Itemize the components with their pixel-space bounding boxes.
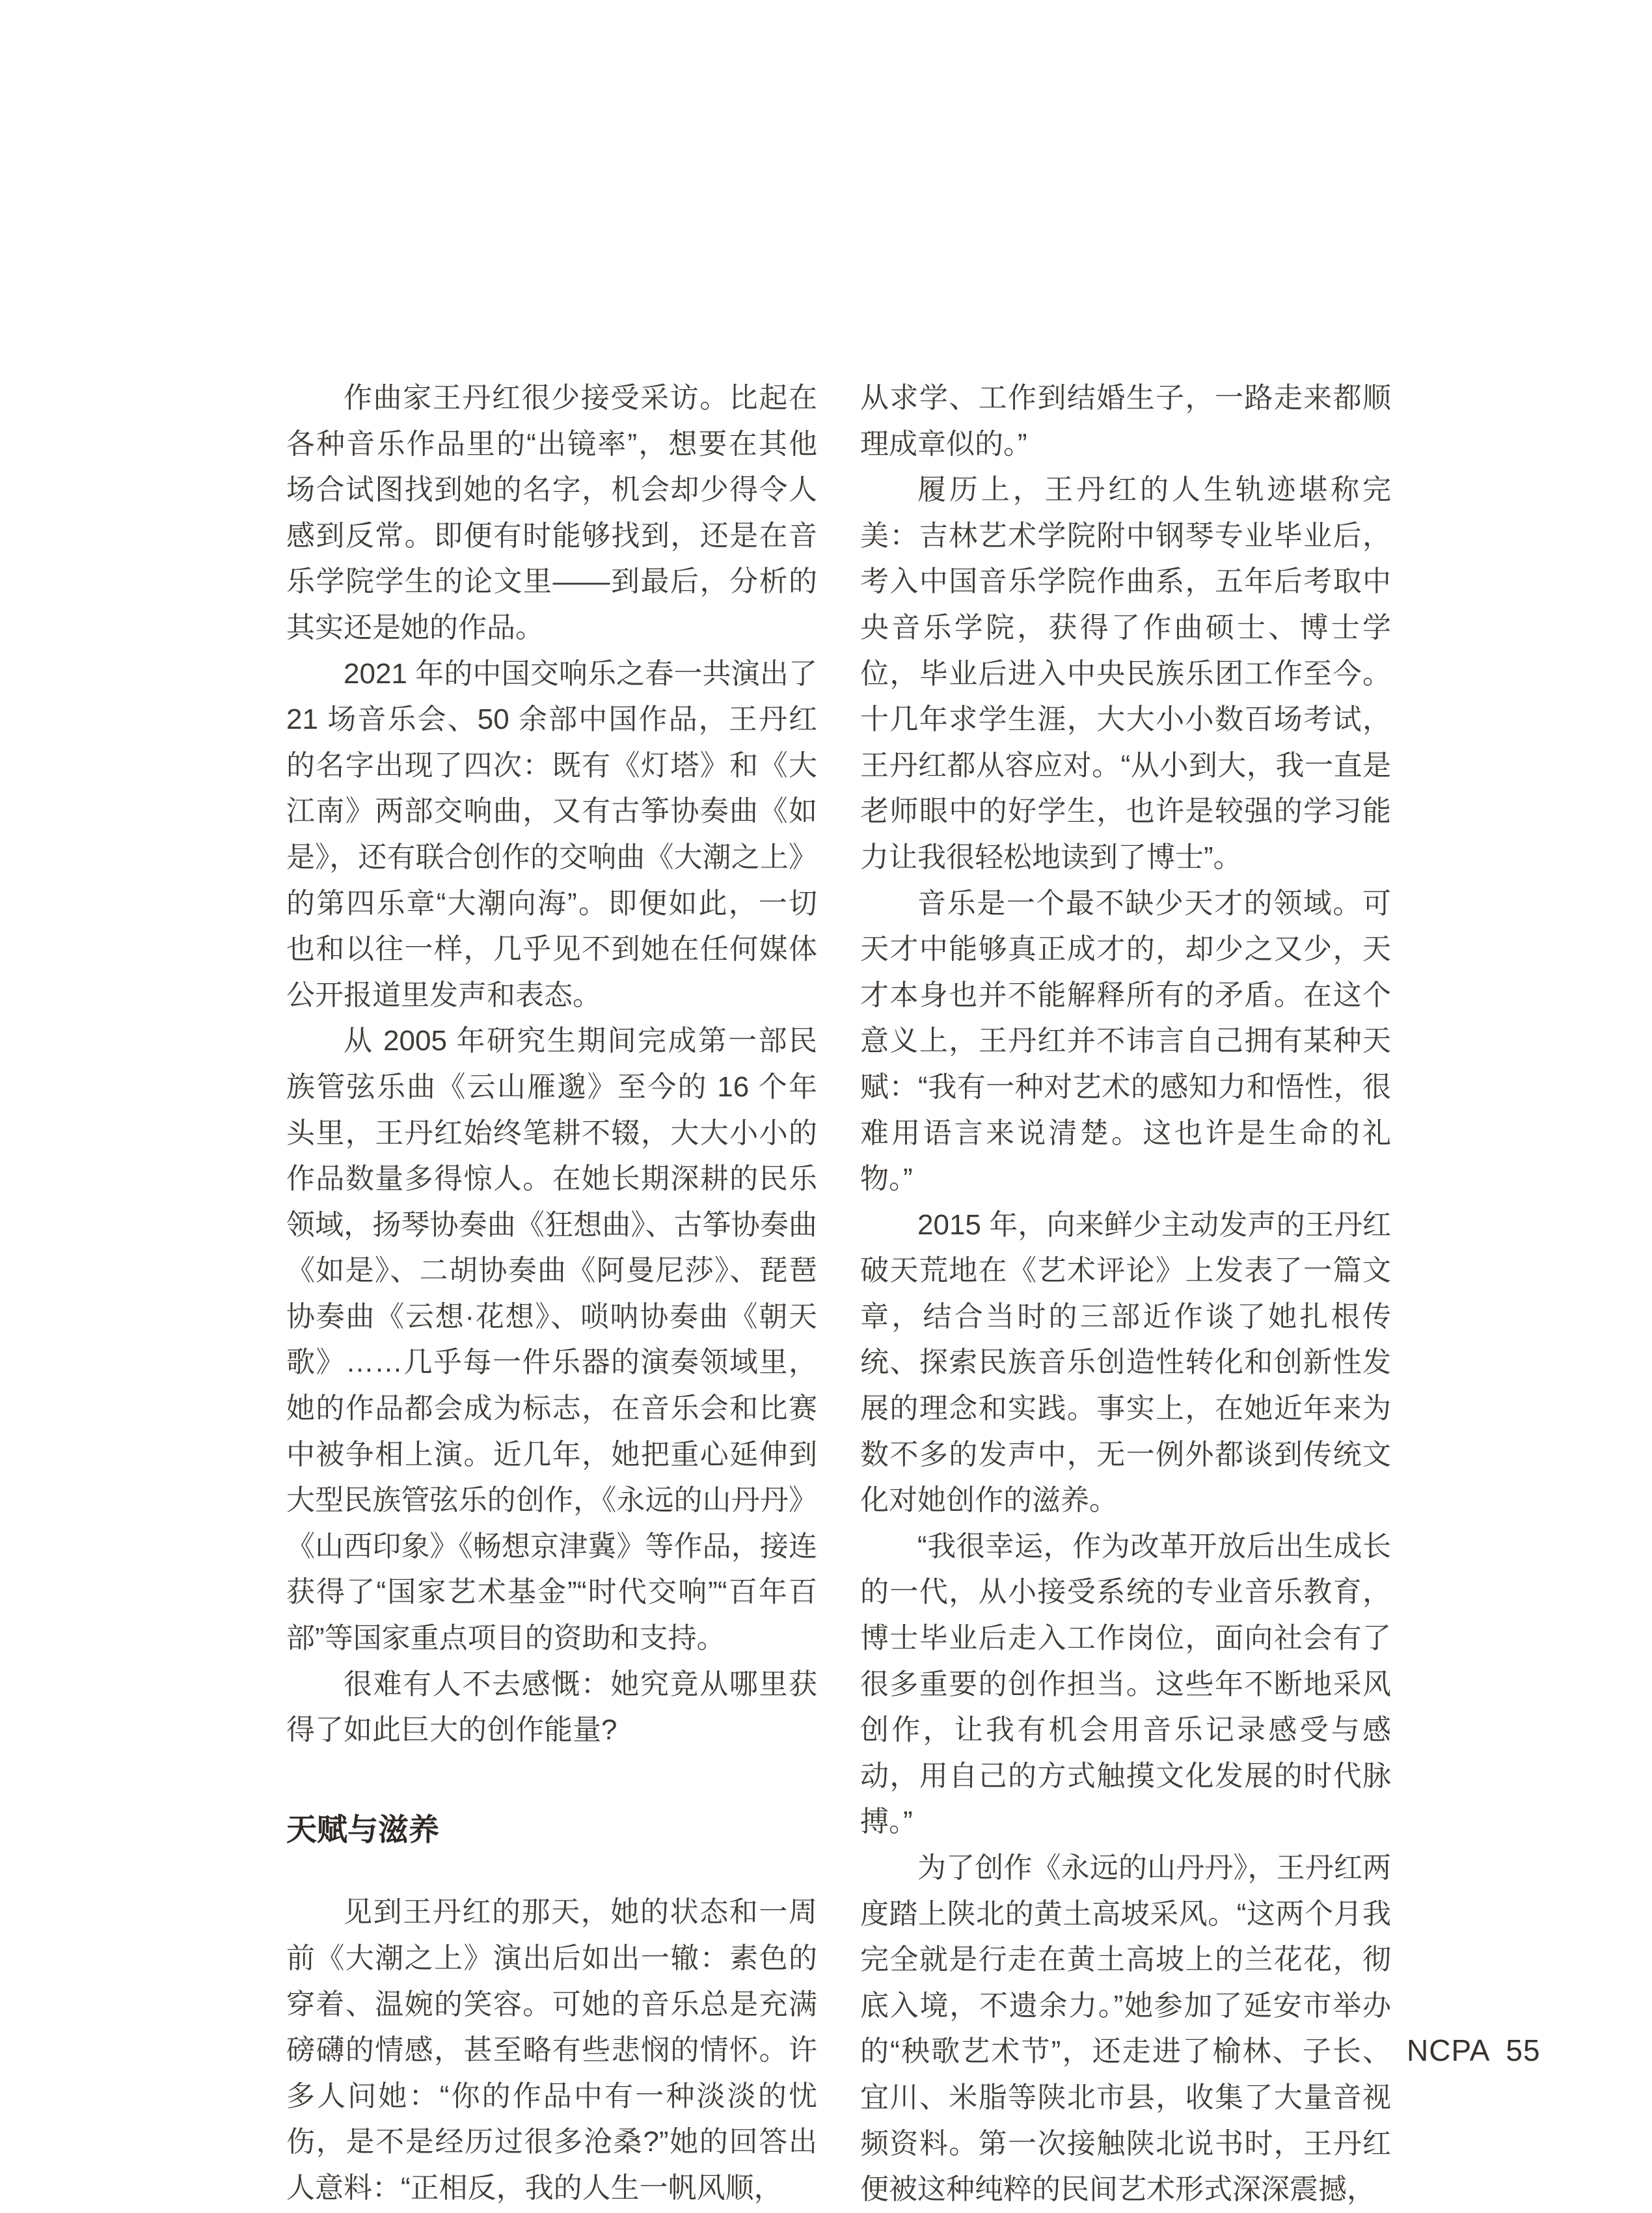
paragraph: 作曲家王丹红很少接受采访。比起在各种音乐作品里的“出镜率”，想要在其他场合试图找到她的名字，机会却少得令人感到反常。即便有时能够找到，还是在音乐学院学生的论文里——到最后，分析的其实还是她的作品。	[286, 382, 817, 644]
section-heading: 天赋与滋养	[286, 1812, 439, 1847]
footer-brand: NCPA	[1407, 2033, 1491, 2067]
paragraph: 2021 年的中国交响乐之春一共演出了 21 场音乐会、50 余部中国作品，王丹红的名字出现了四次：既有《灯塔》和《大江南》两部交响曲，又有古筝协奏曲《如是》，还有联合创作的交响曲《大潮之上》的第四乐章“大潮向海”。即便如此，一切也和以往一样，几乎见不到她在任何媒体公开报道里发声和表态。	[286, 657, 817, 1011]
column-left	[286, 375, 817, 2213]
paragraph: 从 2005 年研究生期间完成第一部民族管弦乐曲《云山雁邈》至今的 16 个年头里，王丹红始终笔耕不辍，大大小小的作品数量多得惊人。在她长期深耕的民乐领域，扬琴协奏曲《狂想曲》、古筝协奏曲《如是》、二胡协奏曲《阿曼尼莎》、琵琶协奏曲《云想·花想》、唢呐协奏曲《朝天歌》……几乎每一件乐器的演奏领域里，她的作品都会成为标志，在音乐会和比赛中被争相上演。近几年，她把重心延伸到大型民族管弦乐的创作，《永远的山丹丹》《山西印象》《畅想京津冀》等作品，接连获得了“国家艺术基金”“时代交响”“百年百部”等国家重点项目的资助和支持。	[286, 1025, 817, 1655]
paragraph: 从求学、工作到结婚生子，一路走来都顺理成章似的。”	[860, 382, 1391, 460]
column-right	[860, 375, 1391, 2213]
page-footer	[1407, 2035, 1541, 2065]
article-columns	[286, 375, 1391, 2213]
paragraph: 2015 年，向来鲜少主动发声的王丹红破天荒地在《艺术评论》上发表了一篇文章，结合当时的三部近作谈了她扎根传统、探索民族音乐创造性转化和创新性发展的理念和实践。事实上，在她近年来为数不多的发声中，无一例外都谈到传统文化对她创作的滋养。	[860, 1208, 1391, 1517]
paragraph: “我很幸运，作为改革开放后出生成长的一代，从小接受系统的专业音乐教育，博士毕业后走入工作岗位，面向社会有了很多重要的创作担当。这些年不断地采风创作，让我有机会用音乐记录感受与感动，用自己的方式触摸文化发展的时代脉搏。”	[860, 1530, 1391, 1838]
paragraph: 很难有人不去感慨：她究竟从哪里获得了如此巨大的创作能量?	[286, 1668, 817, 1746]
paragraph: 音乐是一个最不缺少天才的领域。可天才中能够真正成才的，却少之又少，天才本身也并不能解释所有的矛盾。在这个意义上，王丹红并不讳言自己拥有某种天赋：“我有一种对艺术的感知力和悟性，很难用语言来说清楚。这也许是生命的礼物。”	[860, 887, 1391, 1195]
paragraph: 为了创作《永远的山丹丹》，王丹红两度踏上陕北的黄土高坡采风。“这两个月我完全就是行走在黄土高坡上的兰花花，彻底入境，不遗余力。”她参加了延安市举办的“秧歌艺术节”，还走进了榆林、子长、宜川、米脂等陕北市县，收集了大量音视频资料。第一次接触陕北说书时，王丹红便被这种纯粹的民间艺术形式深深震撼，	[860, 1852, 1391, 2206]
paragraph: 履历上，王丹红的人生轨迹堪称完美：吉林艺术学院附中钢琴专业毕业后，考入中国音乐学院作曲系，五年后考取中央音乐学院，获得了作曲硕士、博士学位，毕业后进入中央民族乐团工作至今。十几年求学生涯，大大小小数百场考试，王丹红都从容应对。“从小到大，我一直是老师眼中的好学生，也许是较强的学习能力让我很轻松地读到了博士”。	[860, 474, 1391, 873]
paragraph: 见到王丹红的那天，她的状态和一周前《大潮之上》演出后如出一辙：素色的穿着、温婉的笑容。可她的音乐总是充满磅礴的情感，甚至略有些悲悯的情怀。许多人问她：“你的作品中有一种淡淡的忧伤，是不是经历过很多沧桑?”她的回答出人意料：“正相反，我的人生一帆风顺，	[286, 1896, 817, 2204]
footer-page-number: 55	[1506, 2033, 1541, 2067]
